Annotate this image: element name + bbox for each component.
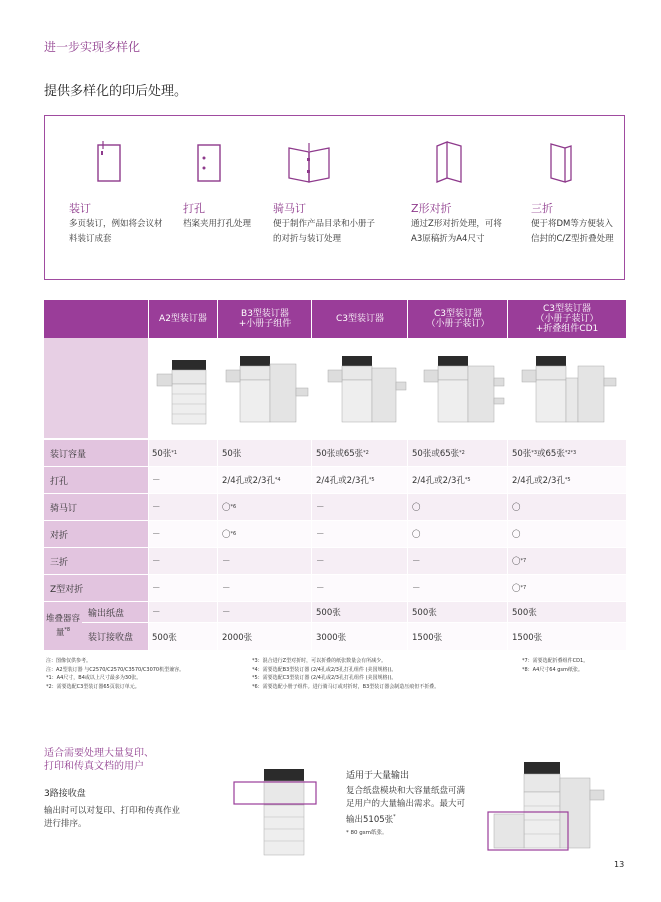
table-cell: 500张: [148, 623, 217, 650]
footnotes-col2: *3：混合进行Z型对折时，可以折叠的纸张数量会有所减少。 *4：需要选配B3型装订器 (2/4孔或2/3孔打孔组件 (美国规格))。 *5：需要选配C3型装订器 (2/4孔或2/3孔打孔组件 (美国规格))。 *6：需要选配小册子组件。进行骑马订或对折时，B3型装订器会制造压痕但不折叠。: [252, 658, 440, 690]
feature-desc: 便于制作产品目录和小册子的对折与装订处理: [273, 219, 376, 244]
booklet-icon: [285, 140, 335, 185]
table-cell: 3000张: [312, 623, 407, 650]
section-title: 进一步实现多样化: [44, 40, 141, 54]
table-cell: 500张: [312, 602, 407, 622]
table-cell: 〇: [508, 521, 626, 547]
product-image-row: [44, 338, 626, 438]
table-cell: 50张 *3 或65张 *2*3: [508, 440, 626, 466]
feature-box: [44, 115, 625, 280]
page-subtitle: 提供多样化的印后处理。: [44, 84, 188, 99]
bottom-section-title: 适合需要处理大量复印、 打印和传真文档的用户: [44, 748, 154, 772]
column-header: C3型装订器 （小册子装订） +折叠组件CD1: [535, 304, 599, 334]
printer-c3-image: [312, 338, 408, 438]
feature-title: 装订: [69, 202, 91, 215]
hole-punch-icon: [195, 140, 225, 185]
high-volume-title: 适用于大量输出: [346, 771, 410, 781]
footnotes-col3: *7：需要选配折叠组件CD1。 *8：A4尺寸64 gsm纸张。: [522, 658, 589, 673]
table-cell: 〇 *7: [508, 575, 626, 601]
table-cell: －: [148, 494, 217, 520]
three-way-tray-desc: 输出时可以对复印、打印和传真作业 进行排序。: [44, 806, 181, 829]
row-label: 装订接收盘: [82, 623, 148, 650]
column-header: A2型装订器: [159, 314, 207, 324]
high-capacity-printer-image: [484, 750, 619, 858]
tri-fold-icon: [545, 140, 575, 185]
feature-desc: 档案夹用打孔处理: [183, 219, 252, 229]
table-cell: －: [148, 602, 217, 622]
table-cell: －: [312, 575, 407, 601]
finisher-table: [44, 300, 626, 650]
table-cell: 2000张: [218, 623, 311, 650]
feature-title: Z形对折: [411, 202, 452, 215]
table-cell: 50张或65张 *2: [312, 440, 407, 466]
high-volume-note: * 80 gsm纸张。: [346, 830, 388, 836]
table-cell: 50张: [218, 440, 311, 466]
row-label: 三折: [44, 548, 148, 574]
table-cell: －: [148, 467, 217, 493]
table-cell: 1500张: [508, 623, 626, 650]
table-row: [44, 467, 626, 493]
feature-title: 骑马订: [273, 202, 306, 215]
table-cell: －: [148, 548, 217, 574]
three-way-tray-title: 3路接收盘: [44, 789, 86, 799]
table-row: [44, 602, 626, 622]
table-cell: －: [148, 575, 217, 601]
printer-a2-image: [148, 338, 218, 438]
table-cell: 500张: [408, 602, 507, 622]
column-header: C3型装订器: [335, 314, 384, 324]
table-cell: 2/4孔或2/3孔 *5: [508, 467, 626, 493]
feature-desc: 多页装订，例如将会议材料装订成套: [69, 219, 163, 244]
table-header: [44, 300, 626, 338]
table-cell: 50张或65张 *2: [408, 440, 507, 466]
row-label: 对折: [44, 521, 148, 547]
footnotes-col1: 注：图像仅供参考。 注：A2型装订器 与C2570/C2570/C3570/C3070机型兼容。 *1：A4尺寸，B4或以上尺寸最多为30张。 *2：需要选配C3型装订器65页装订单元。: [46, 658, 185, 690]
table-cell: 2/4孔或2/3孔 *5: [312, 467, 407, 493]
three-way-tray-printer-image: [230, 765, 320, 860]
table-cell: －: [312, 548, 407, 574]
table-cell: －: [312, 494, 407, 520]
row-label: 输出纸盘: [82, 602, 148, 622]
table-row: [44, 440, 626, 466]
feature-desc: 便于将DM等方便装入信封的C/Z型折叠处理: [531, 219, 614, 244]
table-cell: 50张 *1: [148, 440, 217, 466]
printer-c3-cd1-image: [508, 338, 626, 438]
column-header: B3型装订器 +小册子组件: [238, 309, 292, 329]
table-cell: －: [218, 602, 311, 622]
table-cell: －: [312, 521, 407, 547]
row-label: 骑马订: [44, 494, 148, 520]
table-row: [44, 575, 626, 601]
table-cell: －: [408, 575, 507, 601]
table-row: [44, 521, 626, 547]
table-cell: 1500张: [408, 623, 507, 650]
table-cell: －: [408, 548, 507, 574]
page-number: 13: [614, 860, 625, 869]
table-cell: 〇 *6: [218, 521, 311, 547]
high-volume-desc: 复合纸盘模块和大容量纸盘可满 足用户的大量输出需求。最大可 输出5105张*: [346, 786, 466, 825]
staple-icon: [95, 140, 125, 185]
stacker-capacity-label: 堆叠器容量$^{*8}$: [44, 602, 82, 650]
table-cell: 2/4孔或2/3孔 *5: [408, 467, 507, 493]
table-cell: －: [218, 548, 311, 574]
feature-title: 打孔: [183, 202, 205, 215]
printer-c3-booklet-image: [408, 338, 508, 438]
table-cell: －: [218, 575, 311, 601]
feature-title: 三折: [531, 202, 553, 215]
row-label: 装订容量: [44, 440, 148, 466]
feature-desc: 通过Z形对折处理，可将A3原稿折为A4尺寸: [411, 219, 502, 244]
row-label: 打孔: [44, 467, 148, 493]
table-row: [44, 623, 626, 650]
table-cell: －: [148, 521, 217, 547]
table-cell: 〇: [408, 494, 507, 520]
table-row: [44, 548, 626, 574]
table-cell: 500张: [508, 602, 626, 622]
table-row: [44, 494, 626, 520]
table-cell: 〇: [408, 521, 507, 547]
printer-b3-image: [218, 338, 312, 438]
table-cell: 〇 *7: [508, 548, 626, 574]
table-cell: 2/4孔或2/3孔 *4: [218, 467, 311, 493]
row-label: Z型对折: [44, 575, 148, 601]
table-cell: 〇 *6: [218, 494, 311, 520]
table-cell: 〇: [508, 494, 626, 520]
column-header: C3型装订器 （小册子装订）: [426, 309, 490, 329]
z-fold-icon: [433, 140, 467, 185]
